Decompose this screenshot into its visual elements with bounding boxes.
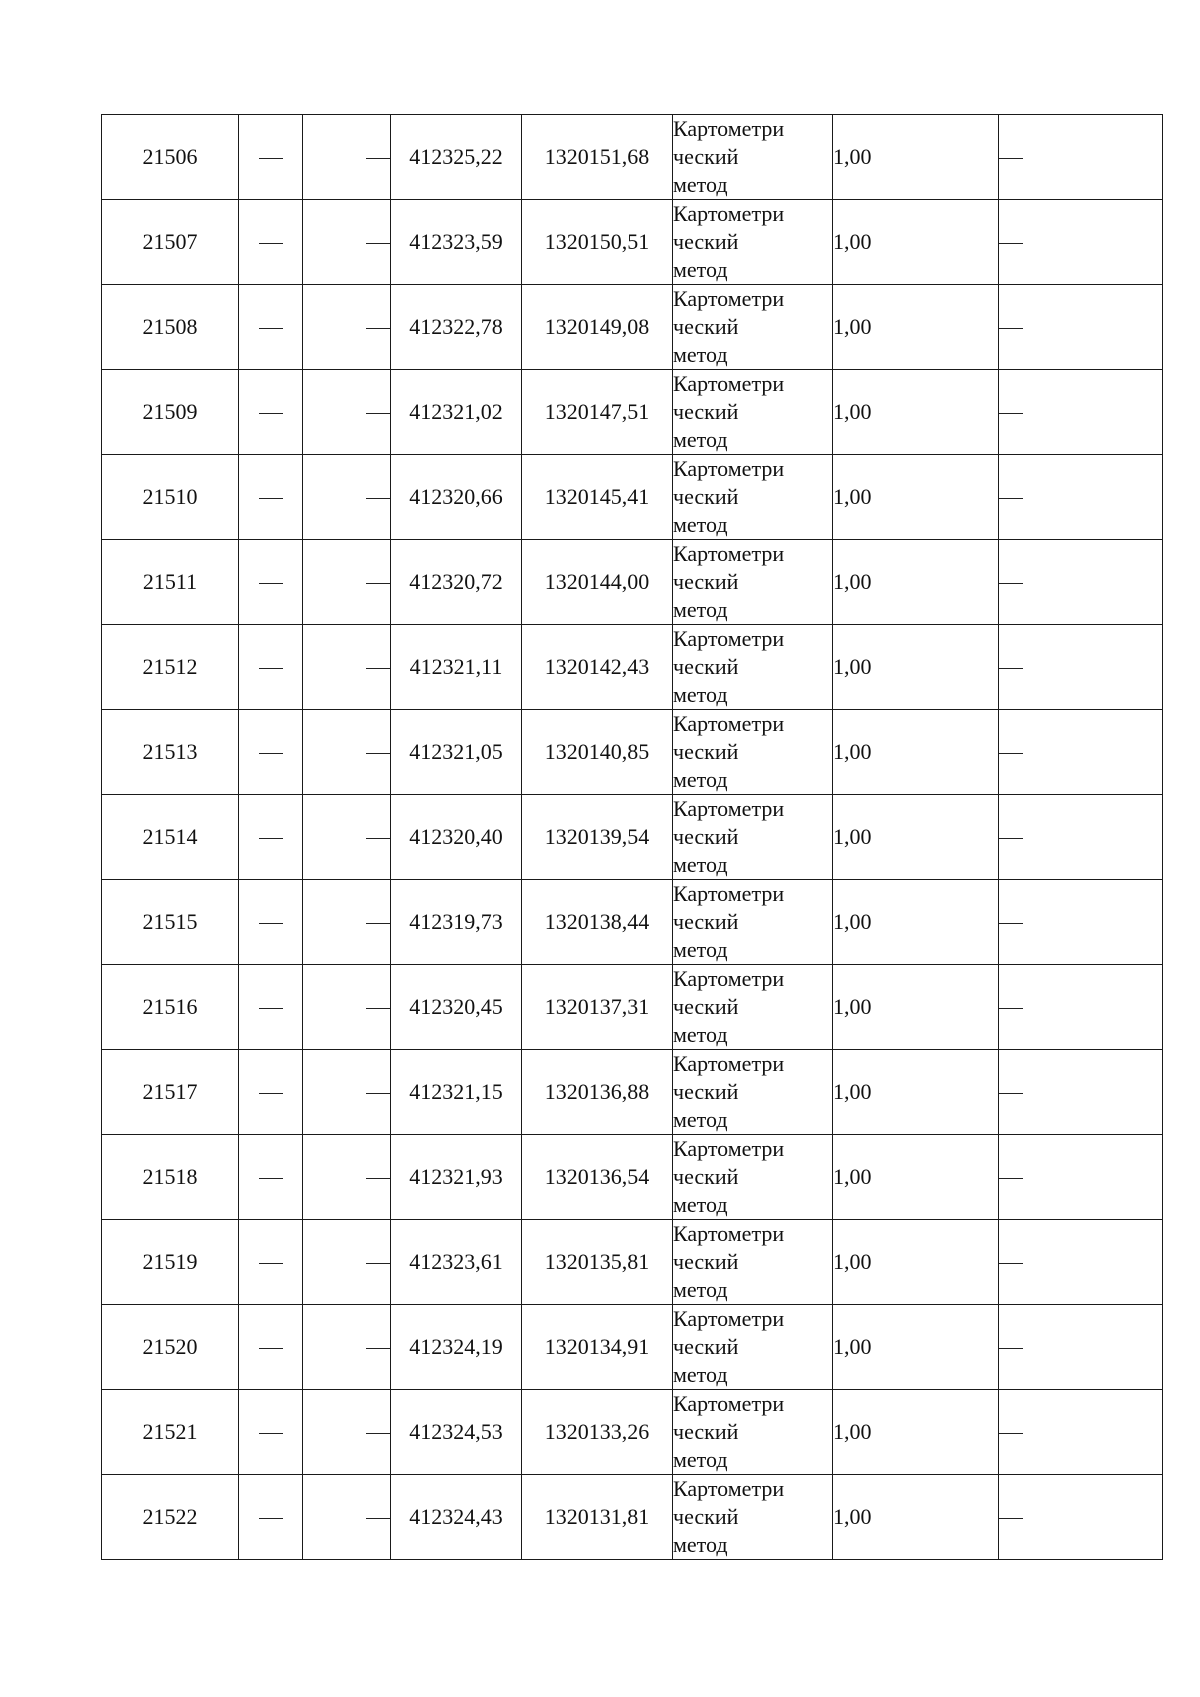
dash-mark — [999, 753, 1023, 754]
cell-empty-value — [303, 1050, 391, 1135]
cell-method — [673, 455, 833, 540]
method-line: Картометри — [673, 1221, 785, 1246]
method-line: ческий — [673, 229, 739, 254]
method-line: метод — [673, 852, 728, 877]
cell-point-number: 21513 — [102, 710, 239, 795]
cell-point-number: 21521 — [102, 1390, 239, 1475]
method-line: метод — [673, 1532, 728, 1557]
cell-y-coordinate: 1320139,54 — [522, 795, 673, 880]
method-line: ческий — [673, 1079, 739, 1104]
cell-empty-value — [999, 540, 1163, 625]
method-line: ческий — [673, 739, 739, 764]
dash-mark — [259, 668, 283, 669]
method-line: Картометри — [673, 881, 785, 906]
cell-point-number: 21518 — [102, 1135, 239, 1220]
dash-mark — [259, 1433, 283, 1434]
cell-empty-value — [239, 370, 303, 455]
cell-method — [673, 625, 833, 710]
table-row — [102, 965, 1163, 1050]
dash-mark — [366, 1263, 390, 1264]
cell-x-coordinate: 412323,61 — [391, 1220, 522, 1305]
cell-x-coordinate: 412323,59 — [391, 200, 522, 285]
cell-empty-value — [303, 115, 391, 200]
table-row — [102, 1220, 1163, 1305]
cell-x-coordinate: 412321,11 — [391, 625, 522, 710]
cell-point-number: 21506 — [102, 115, 239, 200]
cell-x-coordinate: 412324,19 — [391, 1305, 522, 1390]
cell-empty-value — [239, 795, 303, 880]
cell-x-coordinate: 412321,05 — [391, 710, 522, 795]
table-row — [102, 200, 1163, 285]
cell-x-coordinate: 412322,78 — [391, 285, 522, 370]
dash-mark — [366, 328, 390, 329]
dash-mark — [366, 583, 390, 584]
cell-empty-value — [239, 200, 303, 285]
method-line: метод — [673, 767, 728, 792]
cell-empty-value — [999, 1475, 1163, 1560]
method-line: ческий — [673, 1419, 739, 1444]
dash-mark — [259, 923, 283, 924]
cell-point-number: 21512 — [102, 625, 239, 710]
cell-x-coordinate: 412324,43 — [391, 1475, 522, 1560]
cell-method — [673, 795, 833, 880]
table-row — [102, 455, 1163, 540]
table-row — [102, 625, 1163, 710]
method-line: Картометри — [673, 286, 785, 311]
method-line: метод — [673, 1277, 728, 1302]
dash-mark — [259, 1178, 283, 1179]
cell-empty-value — [303, 795, 391, 880]
cell-y-coordinate: 1320151,68 — [522, 115, 673, 200]
cell-empty-value — [303, 200, 391, 285]
cell-empty-value — [303, 455, 391, 540]
cell-accuracy: 1,00 — [833, 1135, 999, 1220]
cell-method — [673, 1475, 833, 1560]
cell-empty-value — [239, 285, 303, 370]
cell-empty-value — [239, 880, 303, 965]
method-line: метод — [673, 937, 728, 962]
table-row — [102, 1050, 1163, 1135]
method-line: Картометри — [673, 1306, 785, 1331]
method-line: ческий — [673, 994, 739, 1019]
method-line: ческий — [673, 484, 739, 509]
cell-empty-value — [239, 710, 303, 795]
dash-mark — [366, 838, 390, 839]
method-line: Картометри — [673, 626, 785, 651]
cell-empty-value — [999, 115, 1163, 200]
method-line: метод — [673, 1107, 728, 1132]
table-row — [102, 370, 1163, 455]
cell-y-coordinate: 1320142,43 — [522, 625, 673, 710]
method-line: Картометри — [673, 1136, 785, 1161]
cell-accuracy: 1,00 — [833, 285, 999, 370]
cell-empty-value — [999, 965, 1163, 1050]
dash-mark — [999, 1263, 1023, 1264]
cell-method — [673, 880, 833, 965]
cell-accuracy: 1,00 — [833, 710, 999, 795]
cell-y-coordinate: 1320144,00 — [522, 540, 673, 625]
dash-mark — [366, 1178, 390, 1179]
cell-accuracy: 1,00 — [833, 200, 999, 285]
cell-accuracy: 1,00 — [833, 455, 999, 540]
cell-empty-value — [239, 1050, 303, 1135]
cell-point-number: 21517 — [102, 1050, 239, 1135]
cell-x-coordinate: 412319,73 — [391, 880, 522, 965]
method-line: метод — [673, 172, 728, 197]
cell-empty-value — [999, 795, 1163, 880]
dash-mark — [366, 1093, 390, 1094]
cell-empty-value — [999, 1390, 1163, 1475]
dash-mark — [259, 838, 283, 839]
cell-empty-value — [999, 710, 1163, 795]
method-line: ческий — [673, 824, 739, 849]
dash-mark — [259, 1093, 283, 1094]
cell-y-coordinate: 1320138,44 — [522, 880, 673, 965]
cell-y-coordinate: 1320140,85 — [522, 710, 673, 795]
method-line: Картометри — [673, 1051, 785, 1076]
dash-mark — [259, 1008, 283, 1009]
cell-empty-value — [239, 625, 303, 710]
method-line: метод — [673, 597, 728, 622]
cell-point-number: 21507 — [102, 200, 239, 285]
method-line: Картометри — [673, 1476, 785, 1501]
dash-mark — [259, 1518, 283, 1519]
cell-method — [673, 115, 833, 200]
method-line: метод — [673, 427, 728, 452]
dash-mark — [259, 413, 283, 414]
dash-mark — [999, 1433, 1023, 1434]
method-line: ческий — [673, 569, 739, 594]
dash-mark — [366, 1433, 390, 1434]
cell-point-number: 21514 — [102, 795, 239, 880]
cell-point-number: 21520 — [102, 1305, 239, 1390]
dash-mark — [999, 1093, 1023, 1094]
cell-accuracy: 1,00 — [833, 880, 999, 965]
method-line: Картометри — [673, 201, 785, 226]
cell-empty-value — [999, 370, 1163, 455]
dash-mark — [366, 668, 390, 669]
cell-empty-value — [239, 455, 303, 540]
method-line: метод — [673, 1022, 728, 1047]
method-line: Картометри — [673, 456, 785, 481]
table-row — [102, 710, 1163, 795]
dash-mark — [259, 1348, 283, 1349]
cell-empty-value — [999, 625, 1163, 710]
cell-empty-value — [303, 1135, 391, 1220]
table-row — [102, 1475, 1163, 1560]
method-line: метод — [673, 1192, 728, 1217]
method-line: метод — [673, 682, 728, 707]
method-line: ческий — [673, 654, 739, 679]
cell-method — [673, 540, 833, 625]
method-line: ческий — [673, 1249, 739, 1274]
cell-method — [673, 710, 833, 795]
method-line: метод — [673, 342, 728, 367]
cell-y-coordinate: 1320150,51 — [522, 200, 673, 285]
cell-empty-value — [303, 880, 391, 965]
dash-mark — [366, 498, 390, 499]
cell-accuracy: 1,00 — [833, 1305, 999, 1390]
dash-mark — [999, 923, 1023, 924]
cell-empty-value — [239, 1135, 303, 1220]
cell-x-coordinate: 412321,93 — [391, 1135, 522, 1220]
dash-mark — [259, 753, 283, 754]
dash-mark — [999, 498, 1023, 499]
dash-mark — [999, 838, 1023, 839]
cell-method — [673, 200, 833, 285]
cell-method — [673, 1390, 833, 1475]
cell-empty-value — [999, 1305, 1163, 1390]
dash-mark — [259, 158, 283, 159]
cell-point-number: 21511 — [102, 540, 239, 625]
cell-y-coordinate: 1320136,88 — [522, 1050, 673, 1135]
cell-method — [673, 1135, 833, 1220]
cell-accuracy: 1,00 — [833, 1390, 999, 1475]
cell-point-number: 21522 — [102, 1475, 239, 1560]
cell-point-number: 21509 — [102, 370, 239, 455]
method-line: ческий — [673, 1164, 739, 1189]
dash-mark — [999, 1518, 1023, 1519]
table-row — [102, 540, 1163, 625]
table-row — [102, 1390, 1163, 1475]
dash-mark — [999, 583, 1023, 584]
cell-method — [673, 1220, 833, 1305]
cell-empty-value — [303, 1305, 391, 1390]
method-line: ческий — [673, 909, 739, 934]
cell-point-number: 21515 — [102, 880, 239, 965]
cell-point-number: 21519 — [102, 1220, 239, 1305]
method-line: ческий — [673, 314, 739, 339]
cell-empty-value — [303, 710, 391, 795]
cell-y-coordinate: 1320137,31 — [522, 965, 673, 1050]
cell-x-coordinate: 412320,72 — [391, 540, 522, 625]
dash-mark — [259, 1263, 283, 1264]
cell-y-coordinate: 1320133,26 — [522, 1390, 673, 1475]
dash-mark — [366, 923, 390, 924]
cell-accuracy: 1,00 — [833, 1475, 999, 1560]
method-line: Картометри — [673, 371, 785, 396]
cell-x-coordinate: 412324,53 — [391, 1390, 522, 1475]
dash-mark — [259, 583, 283, 584]
table-row — [102, 285, 1163, 370]
cell-y-coordinate: 1320136,54 — [522, 1135, 673, 1220]
method-line: Картометри — [673, 796, 785, 821]
method-line: Картометри — [673, 966, 785, 991]
cell-y-coordinate: 1320131,81 — [522, 1475, 673, 1560]
cell-empty-value — [303, 1220, 391, 1305]
cell-point-number: 21510 — [102, 455, 239, 540]
cell-y-coordinate: 1320135,81 — [522, 1220, 673, 1305]
dash-mark — [999, 243, 1023, 244]
method-line: ческий — [673, 1334, 739, 1359]
cell-y-coordinate: 1320145,41 — [522, 455, 673, 540]
cell-y-coordinate: 1320149,08 — [522, 285, 673, 370]
method-line: метод — [673, 512, 728, 537]
cell-point-number: 21516 — [102, 965, 239, 1050]
cell-accuracy: 1,00 — [833, 370, 999, 455]
method-line: метод — [673, 257, 728, 282]
dash-mark — [366, 158, 390, 159]
method-line: метод — [673, 1447, 728, 1472]
dash-mark — [366, 413, 390, 414]
cell-x-coordinate: 412320,66 — [391, 455, 522, 540]
cell-accuracy: 1,00 — [833, 540, 999, 625]
dash-mark — [366, 1518, 390, 1519]
cell-x-coordinate: 412321,02 — [391, 370, 522, 455]
cell-accuracy: 1,00 — [833, 795, 999, 880]
dash-mark — [999, 158, 1023, 159]
dash-mark — [999, 1348, 1023, 1349]
cell-empty-value — [239, 1220, 303, 1305]
cell-y-coordinate: 1320134,91 — [522, 1305, 673, 1390]
cell-empty-value — [303, 540, 391, 625]
cell-empty-value — [999, 1135, 1163, 1220]
cell-empty-value — [239, 1305, 303, 1390]
dash-mark — [999, 668, 1023, 669]
dash-mark — [999, 1008, 1023, 1009]
cell-accuracy: 1,00 — [833, 1050, 999, 1135]
method-line: Картометри — [673, 711, 785, 736]
cell-empty-value — [303, 965, 391, 1050]
table-row — [102, 880, 1163, 965]
method-line: ческий — [673, 1504, 739, 1529]
cell-empty-value — [999, 1050, 1163, 1135]
cell-method — [673, 370, 833, 455]
cell-x-coordinate: 412325,22 — [391, 115, 522, 200]
cell-x-coordinate: 412320,45 — [391, 965, 522, 1050]
dash-mark — [259, 498, 283, 499]
cell-empty-value — [999, 880, 1163, 965]
cell-accuracy: 1,00 — [833, 965, 999, 1050]
method-line: Картометри — [673, 116, 785, 141]
cell-empty-value — [303, 1475, 391, 1560]
cell-method — [673, 285, 833, 370]
cell-y-coordinate: 1320147,51 — [522, 370, 673, 455]
dash-mark — [259, 328, 283, 329]
table-body — [102, 115, 1163, 1560]
method-line: ческий — [673, 399, 739, 424]
cell-x-coordinate: 412321,15 — [391, 1050, 522, 1135]
cell-accuracy: 1,00 — [833, 115, 999, 200]
table-row — [102, 795, 1163, 880]
cell-empty-value — [999, 285, 1163, 370]
dash-mark — [999, 413, 1023, 414]
method-line: Картометри — [673, 541, 785, 566]
dash-mark — [366, 1008, 390, 1009]
cell-empty-value — [999, 200, 1163, 285]
dash-mark — [999, 1178, 1023, 1179]
cell-method — [673, 965, 833, 1050]
method-line: Картометри — [673, 1391, 785, 1416]
cell-accuracy: 1,00 — [833, 1220, 999, 1305]
cell-empty-value — [239, 965, 303, 1050]
coordinates-table — [101, 114, 1163, 1560]
cell-x-coordinate: 412320,40 — [391, 795, 522, 880]
cell-empty-value — [239, 540, 303, 625]
cell-empty-value — [303, 1390, 391, 1475]
cell-accuracy: 1,00 — [833, 625, 999, 710]
cell-empty-value — [303, 370, 391, 455]
cell-point-number: 21508 — [102, 285, 239, 370]
dash-mark — [259, 243, 283, 244]
dash-mark — [366, 1348, 390, 1349]
cell-empty-value — [999, 455, 1163, 540]
method-line: ческий — [673, 144, 739, 169]
table-row — [102, 115, 1163, 200]
dash-mark — [366, 243, 390, 244]
table-row — [102, 1135, 1163, 1220]
cell-method — [673, 1305, 833, 1390]
cell-empty-value — [239, 115, 303, 200]
dash-mark — [999, 328, 1023, 329]
cell-method — [673, 1050, 833, 1135]
cell-empty-value — [239, 1390, 303, 1475]
cell-empty-value — [239, 1475, 303, 1560]
method-line: метод — [673, 1362, 728, 1387]
cell-empty-value — [303, 285, 391, 370]
cell-empty-value — [303, 625, 391, 710]
cell-empty-value — [999, 1220, 1163, 1305]
dash-mark — [366, 753, 390, 754]
table-row — [102, 1305, 1163, 1390]
